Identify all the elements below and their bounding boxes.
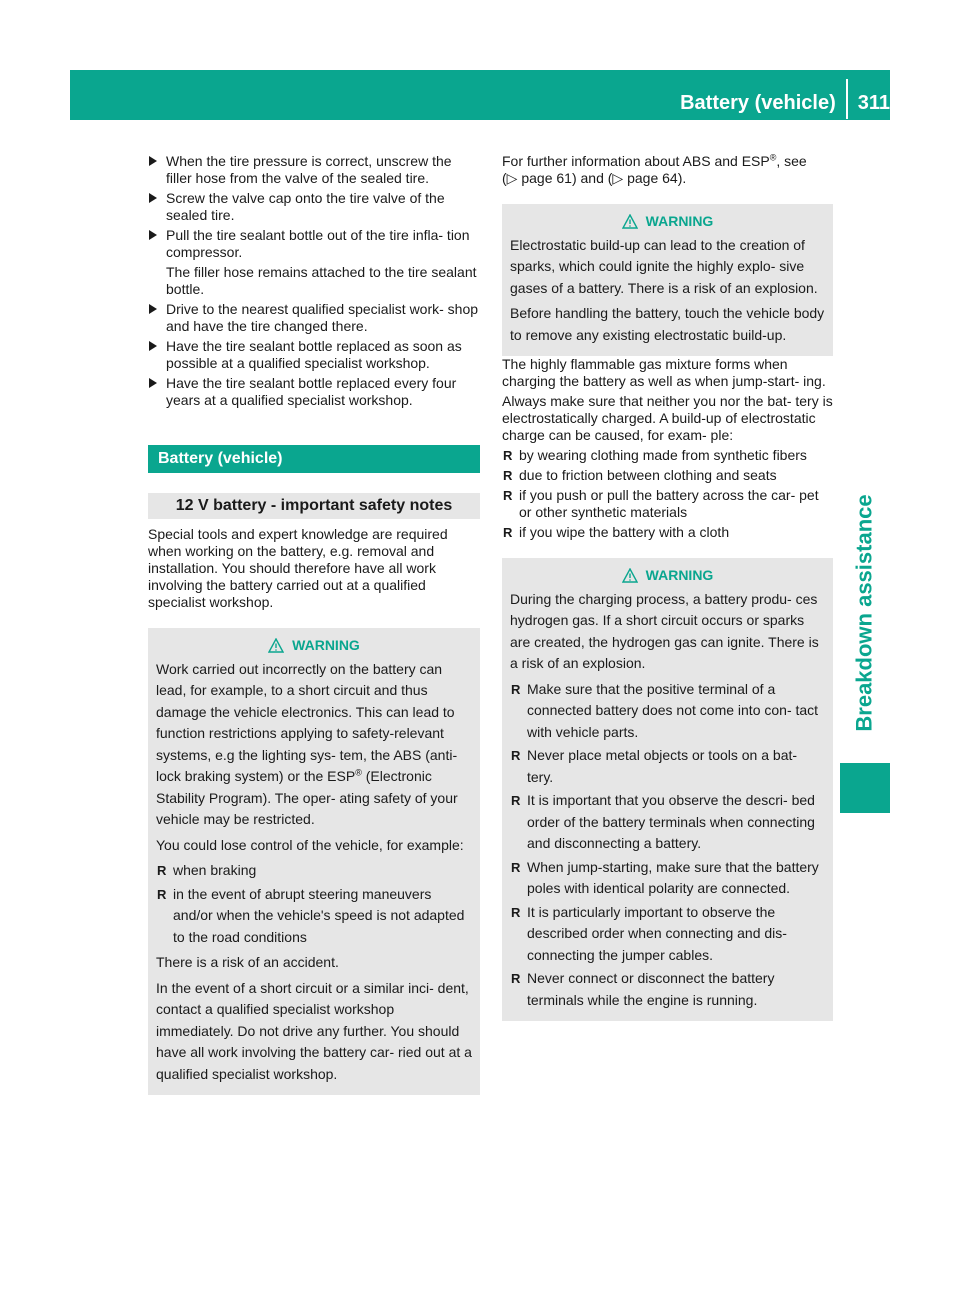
bullet-item: R by wearing clothing made from synthetic fibers: [502, 447, 833, 464]
body-paragraph: Always make sure that neither you nor the bat- tery is electrostatically charged. A build-up of electrostatic charge can be caused, for exam- ple:: [502, 393, 833, 443]
warning-box: [148, 628, 480, 1095]
bullet-item: R if you push or pull the battery across the car- pet or other synthetic materials: [502, 487, 833, 521]
warning-paragraph: Electrostatic build-up can lead to the creation of sparks, which could ignite the highly explo- sive gases of a battery. There is a risk of an explosion.: [510, 236, 818, 296]
section-heading: Battery (vehicle): [148, 445, 480, 473]
instruction-step: Have the tire sealant bottle replaced every four years at a qualified specialist workshop.: [148, 375, 480, 409]
arrow-right-small-icon: ▷: [612, 170, 624, 186]
warning-triangle-icon: [268, 638, 284, 653]
warning-paragraph: In the event of a short circuit or a similar inci- dent, contact a qualified specialist workshop immediately. Do not drive any further. You should have all work involving the battery car- ried out at a qualified specialist workshop.: [156, 979, 472, 1082]
warning-paragraph: There is a risk of an accident.: [156, 954, 339, 970]
chapter-tab-label: Breakdown assistance: [852, 494, 878, 732]
header-title: Battery (vehicle): [680, 91, 836, 114]
arrow-right-small-icon: ▷: [506, 170, 518, 186]
page-number: 311: [857, 91, 890, 114]
warning-paragraph: You could lose control of the vehicle, for example:: [156, 836, 464, 853]
warning-triangle-icon: [622, 214, 638, 229]
warning-box: [502, 558, 833, 1021]
intro-paragraph: Special tools and expert knowledge are required when working on the battery, e.g. removal and installation. You should therefore have all work involving the battery carried out at a qualified specialist workshop.: [148, 526, 448, 610]
warning-paragraph: Work carried out incorrectly on the battery can lead, for example, to a short circuit and thus damage the vehicle electronics. This can lead to function restrictions applying to safety-relevant systems, e.g the lighting sys- tem, the ABS (anti-lock braking system) or the ESP® (Electronic Stability Program). The oper- ating safety of your vehicle may be restricted.: [156, 660, 458, 827]
running-header: [680, 90, 890, 116]
page-reference-link[interactable]: page 61: [521, 170, 572, 186]
bullet-item: R in the event of abrupt steering maneuvers and/or when the vehicle's speed is not adapted to the road conditions: [156, 884, 472, 949]
warning-paragraph: During the charging process, a battery produ- ces hydrogen gas. If a short circuit occurs or sparks are created, the hydrogen gas can ignite. There is a risk of an explosion.: [510, 590, 819, 671]
bullet-item: R due to friction between clothing and seats: [502, 467, 833, 484]
left-column: [148, 153, 480, 1095]
reference-paragraph: For further information about ABS and ESP®, see (▷ page 61) and (▷ page 64).: [502, 152, 807, 186]
bullet-item: R if you wipe the battery with a cloth: [502, 524, 833, 541]
warning-title: WARNING: [645, 213, 714, 229]
page-reference-link[interactable]: page 64: [627, 170, 678, 186]
right-column: [502, 153, 833, 1021]
body-paragraph: The highly flammable gas mixture forms when charging the battery as well as when jump-start- ing.: [502, 356, 826, 389]
header-divider: [846, 79, 848, 119]
bullet-item: R Make sure that the positive terminal of a connected battery does not come into con- tact with vehicle parts.: [510, 679, 825, 744]
instruction-step: When the tire pressure is correct, unscrew the filler hose from the valve of the sealed tire.: [148, 153, 480, 187]
warning-header: [156, 635, 472, 657]
chapter-marker: [840, 763, 890, 813]
bullet-item: R Never connect or disconnect the battery terminals while the engine is running.: [510, 968, 825, 1011]
bullet-item: R When jump-starting, make sure that the battery poles with identical polarity are connected.: [510, 857, 825, 900]
bullet-item: R It is particularly important to observe the described order when connecting and dis- connecting the jumper cables.: [510, 902, 825, 967]
warning-title: WARNING: [292, 637, 360, 653]
instruction-step: Screw the valve cap onto the tire valve of the sealed tire.: [148, 190, 480, 224]
warning-paragraph: Before handling the battery, touch the vehicle body to remove any existing electrostatic build-up.: [510, 305, 825, 343]
bullet-item: R It is important that you observe the descri- bed order of the battery terminals when connecting and disconnecting a battery.: [510, 790, 825, 855]
instruction-step: Drive to the nearest qualified specialist work- shop and have the tire changed there.: [148, 301, 480, 335]
warning-title: WARNING: [645, 567, 714, 583]
warning-triangle-icon: [622, 568, 638, 583]
bullet-item: R Never place metal objects or tools on a bat- tery.: [510, 745, 825, 788]
instruction-step: Pull the tire sealant bottle out of the tire infla- tion compressor. The filler hose remains attached to the tire sealant bottle.: [148, 227, 480, 298]
chapter-tab: [840, 478, 890, 748]
bullet-list: [502, 447, 833, 541]
bullet-item: R when braking: [156, 860, 472, 882]
instruction-step: Have the tire sealant bottle replaced as soon as possible at a qualified specialist workshop.: [148, 338, 480, 372]
warning-box: [502, 204, 833, 356]
step-note: The filler hose remains attached to the tire sealant bottle.: [166, 264, 477, 297]
warning-header: [510, 565, 825, 587]
subsection-heading: 12 V battery - important safety notes: [148, 493, 480, 519]
warning-header: [510, 211, 825, 233]
